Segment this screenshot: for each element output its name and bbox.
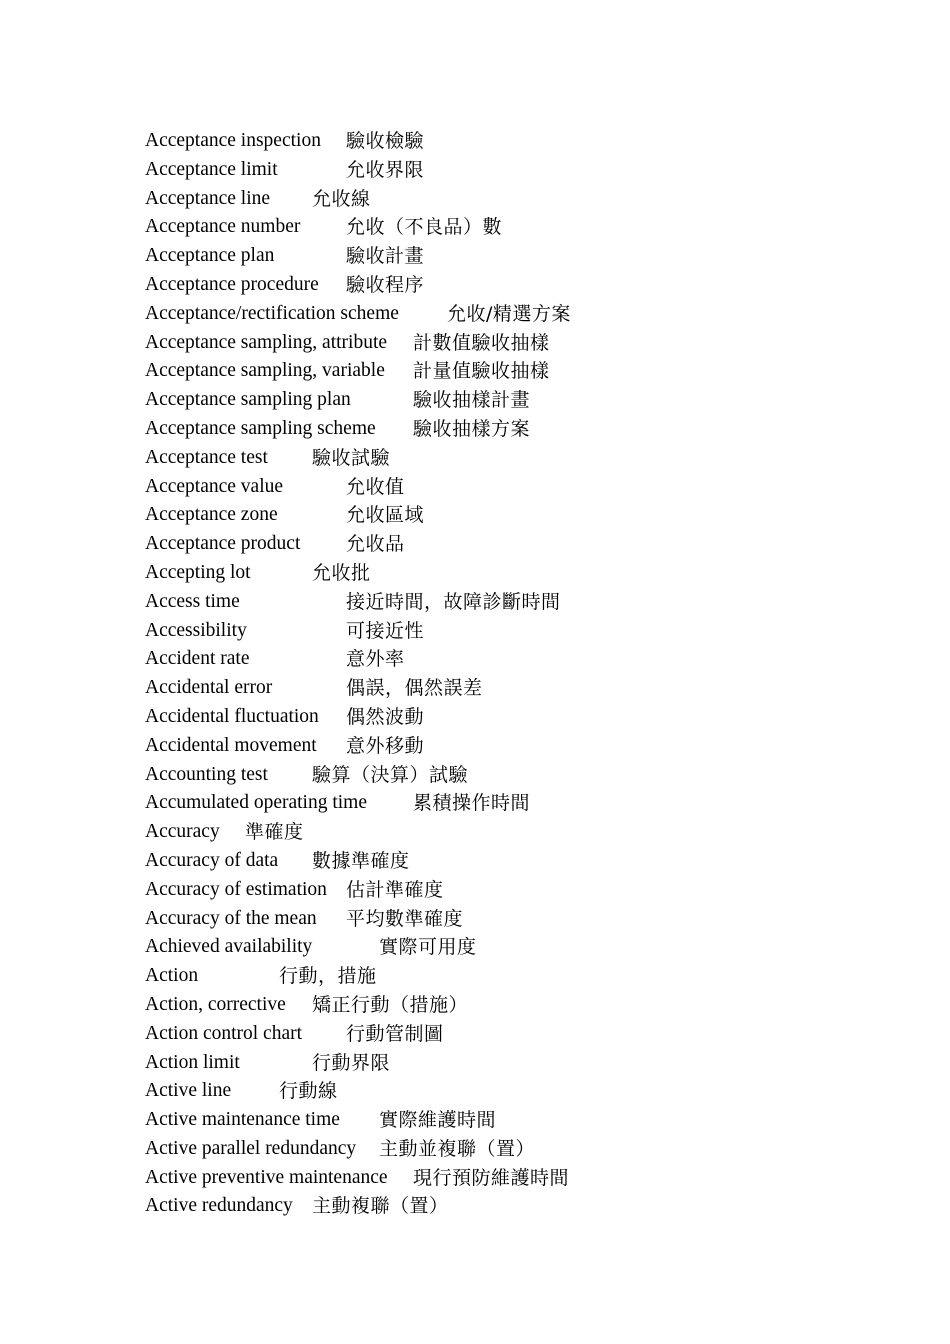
glossary-entry bbox=[145, 559, 845, 588]
entry-term: Accident rate bbox=[145, 648, 250, 670]
entry-term: Active maintenance time bbox=[145, 1109, 340, 1131]
entry-term: Acceptance line bbox=[145, 187, 271, 209]
glossary-entry bbox=[145, 1049, 845, 1078]
entry-term: Accessibility bbox=[145, 619, 247, 641]
glossary-entry bbox=[145, 1192, 845, 1221]
glossary-entry bbox=[145, 271, 845, 300]
entry-translation: 累積操作時間 bbox=[413, 792, 531, 815]
entry-translation: 允收界限 bbox=[346, 158, 425, 181]
glossary-list bbox=[145, 127, 845, 1221]
glossary-entry bbox=[145, 1106, 845, 1135]
entry-translation: 意外率 bbox=[346, 648, 405, 671]
entry-translation: 驗收程序 bbox=[346, 273, 425, 296]
entry-term: Acceptance number bbox=[145, 216, 301, 238]
entry-term: Action, corrective bbox=[145, 993, 286, 1015]
glossary-entry bbox=[145, 933, 845, 962]
glossary-entry bbox=[145, 473, 845, 502]
entry-term: Acceptance value bbox=[145, 475, 284, 497]
entry-term: Acceptance test bbox=[145, 446, 268, 468]
glossary-entry bbox=[145, 300, 845, 329]
entry-translation: 偶誤，偶然誤差 bbox=[346, 677, 483, 700]
entry-translation: 計數值驗收抽樣 bbox=[413, 331, 550, 354]
entry-term: Acceptance plan bbox=[145, 245, 275, 267]
entry-translation: 計量值驗收抽樣 bbox=[413, 360, 550, 383]
entry-term: Access time bbox=[145, 590, 240, 612]
entry-translation: 行動，措施 bbox=[279, 965, 377, 988]
glossary-entry bbox=[145, 444, 845, 473]
glossary-entry bbox=[145, 386, 845, 415]
glossary-entry bbox=[145, 645, 845, 674]
entry-translation: 偶然波動 bbox=[346, 705, 425, 728]
entry-term: Acceptance sampling scheme bbox=[145, 417, 376, 439]
glossary-entry bbox=[145, 905, 845, 934]
entry-translation: 驗收抽樣方案 bbox=[413, 417, 531, 440]
entry-term: Accuracy of the mean bbox=[145, 907, 317, 929]
glossary-entry bbox=[145, 185, 845, 214]
glossary-entry bbox=[145, 818, 845, 847]
entry-translation: 允收區域 bbox=[346, 504, 425, 527]
entry-term: Acceptance product bbox=[145, 533, 301, 555]
entry-translation: 允收線 bbox=[312, 187, 371, 210]
entry-term: Acceptance inspection bbox=[145, 130, 321, 151]
glossary-entry bbox=[145, 242, 845, 271]
entry-translation: 可接近性 bbox=[346, 619, 425, 642]
entry-translation: 驗收計畫 bbox=[346, 245, 425, 268]
entry-term: Accidental fluctuation bbox=[145, 705, 319, 727]
entry-term: Active parallel redundancy bbox=[145, 1137, 357, 1159]
entry-translation: 主動複聯（置） bbox=[312, 1195, 449, 1218]
entry-translation: 允收批 bbox=[312, 561, 371, 584]
entry-translation: 驗收檢驗 bbox=[346, 130, 425, 152]
entry-term: Active line bbox=[145, 1080, 232, 1102]
entry-term: Accuracy of data bbox=[145, 849, 279, 871]
entry-translation: 驗收試驗 bbox=[312, 446, 391, 469]
glossary-entry bbox=[145, 329, 845, 358]
entry-term: Accuracy of estimation bbox=[145, 878, 327, 900]
glossary-entry bbox=[145, 617, 845, 646]
entry-translation: 實際可用度 bbox=[379, 936, 477, 959]
entry-term: Achieved availability bbox=[145, 936, 313, 958]
glossary-entry bbox=[145, 588, 845, 617]
glossary-entry bbox=[145, 703, 845, 732]
entry-term: Acceptance limit bbox=[145, 158, 278, 180]
entry-translation: 主動並複聯（置） bbox=[379, 1137, 536, 1160]
glossary-entry bbox=[145, 530, 845, 559]
entry-translation: 平均數準確度 bbox=[346, 907, 464, 930]
glossary-entry bbox=[145, 962, 845, 991]
glossary-entry bbox=[145, 732, 845, 761]
entry-term: Active preventive maintenance bbox=[145, 1166, 388, 1188]
entry-translation: 行動管制圖 bbox=[346, 1022, 444, 1045]
glossary-entry bbox=[145, 1020, 845, 1049]
glossary-entry bbox=[145, 761, 845, 790]
entry-term: Accepting lot bbox=[145, 561, 251, 583]
entry-translation: 意外移動 bbox=[346, 734, 425, 757]
entry-translation: 允收/精選方案 bbox=[447, 302, 571, 325]
entry-term: Acceptance zone bbox=[145, 504, 278, 526]
entry-term: Accuracy bbox=[145, 821, 220, 843]
entry-term: Accumulated operating time bbox=[145, 792, 368, 814]
glossary-entry bbox=[145, 1077, 845, 1106]
entry-term: Acceptance sampling, variable bbox=[145, 360, 385, 382]
glossary-entry bbox=[145, 674, 845, 703]
entry-term: Acceptance/rectification scheme bbox=[145, 302, 399, 324]
entry-term: Action bbox=[145, 965, 199, 987]
entry-translation: 現行預防維護時間 bbox=[413, 1166, 570, 1189]
glossary-entry bbox=[145, 991, 845, 1020]
entry-translation: 允收（不良品）數 bbox=[346, 216, 503, 239]
glossary-entry bbox=[145, 876, 845, 905]
glossary-entry bbox=[145, 156, 845, 185]
entry-translation: 估計準確度 bbox=[346, 878, 444, 901]
entry-translation: 行動線 bbox=[279, 1080, 338, 1103]
glossary-entry bbox=[145, 1164, 845, 1193]
glossary-entry bbox=[145, 357, 845, 386]
entry-translation: 矯正行動（措施） bbox=[312, 993, 469, 1016]
entry-translation: 接近時間，故障診斷時間 bbox=[346, 590, 561, 613]
entry-term: Action control chart bbox=[145, 1022, 303, 1044]
entry-term: Accidental movement bbox=[145, 734, 317, 756]
entry-term: Acceptance sampling, attribute bbox=[145, 331, 388, 353]
glossary-entry bbox=[145, 415, 845, 444]
glossary-entry bbox=[145, 1135, 845, 1164]
entry-translation: 準確度 bbox=[245, 821, 304, 844]
glossary-entry bbox=[145, 213, 845, 242]
entry-translation: 驗收抽樣計畫 bbox=[413, 389, 531, 412]
entry-term: Action limit bbox=[145, 1051, 240, 1073]
glossary-entry bbox=[145, 789, 845, 818]
entry-translation: 允收品 bbox=[346, 533, 405, 556]
entry-term: Accidental error bbox=[145, 677, 273, 699]
entry-translation: 行動界限 bbox=[312, 1051, 391, 1074]
entry-translation: 實際維護時間 bbox=[379, 1109, 497, 1132]
glossary-entry bbox=[145, 847, 845, 876]
entry-term: Active redundancy bbox=[145, 1195, 293, 1217]
entry-translation: 允收值 bbox=[346, 475, 405, 498]
entry-translation: 數據準確度 bbox=[312, 849, 410, 872]
entry-term: Acceptance sampling plan bbox=[145, 389, 351, 411]
entry-translation: 驗算（決算）試驗 bbox=[312, 763, 469, 786]
glossary-entry bbox=[145, 501, 845, 530]
entry-term: Acceptance procedure bbox=[145, 273, 319, 295]
glossary-entry bbox=[145, 127, 845, 156]
entry-term: Accounting test bbox=[145, 763, 268, 785]
